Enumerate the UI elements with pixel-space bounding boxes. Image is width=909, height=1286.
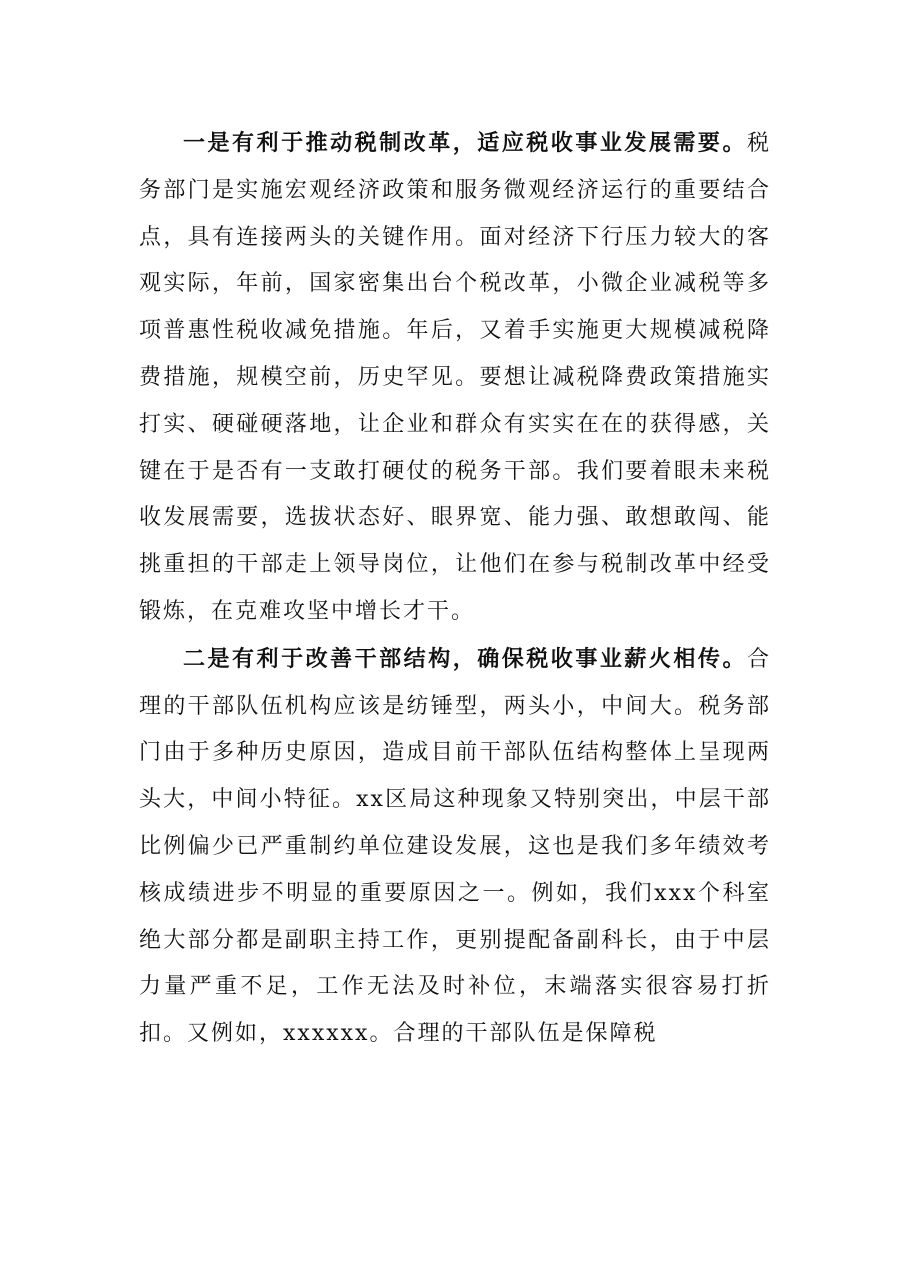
paragraph-2 [139,636,771,1058]
paragraph-2-heading: 二是有利于改善干部结构，确保税收事业薪火相传。 [183,645,747,672]
paragraph-1-heading: 一是有利于推动税制改革，适应税收事业发展需要。 [183,130,747,156]
document-body [139,120,771,1058]
paragraph-1-text: 税务部门是实施宏观经济政策和服务微观经济运行的重要结合点，具有连接两头的关键作用。面对经济下行压力较大的客观实际，年前，国家密集出台个税改革，小微企业减税等多项普惠性税收减免措施。年后，又着手实施更大规模减税降费措施，规模空前，历史罕见。要想让减税降费政策措施实打实、硬碰硬落地，让企业和群众有实实在在的获得感，关键在于是否有一支敢打硬仗的税务干部。我们要着眼未来税收发展需要，选拔状态好、眼界宽、能力强、敢想敢闯、能挑重担的干部走上领导岗位，让他们在参与税制改革中经受锻炼，在克难攻坚中增长才干。 [139,131,771,624]
paragraph-2-text: 合理的干部队伍机构应该是纺锤型，两头小，中间大。税务部门由于多种历史原因，造成目前干部队伍结构整体上呈现两头大，中间小特征。xx区局这种现象又特别突出，中层干部比例偏少已严重制约单位建设发展，这也是我们多年绩效考核成绩进步不明显的重要原因之一。例如，我们xxx个科室绝大部分都是副职主持工作，更别提配备副科长，由于中层力量严重不足，工作无法及时补位，末端落实很容易打折扣。又例如，xxxxxx。合理的干部队伍是保障税 [139,646,771,1047]
paragraph-1 [139,120,771,636]
